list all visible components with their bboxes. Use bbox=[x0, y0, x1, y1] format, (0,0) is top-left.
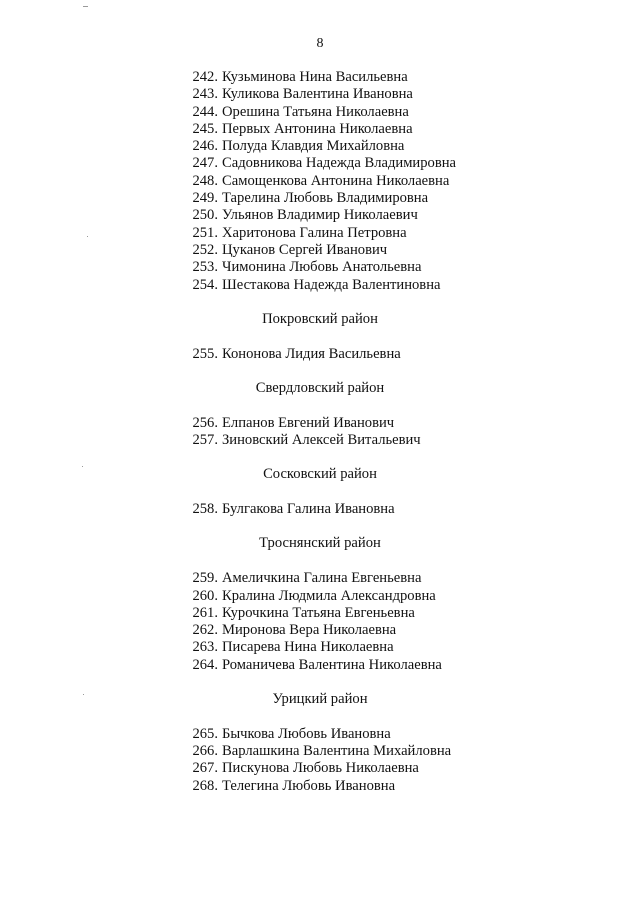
person-name: Цуканов Сергей Иванович bbox=[222, 241, 388, 258]
person-name: Кузьминова Нина Васильевна bbox=[222, 69, 408, 85]
page-number: 8 bbox=[316, 36, 324, 51]
item-number: 265. bbox=[192, 725, 218, 742]
list-item bbox=[0, 588, 640, 605]
list-item bbox=[0, 259, 640, 276]
person-name: Садовникова Надежда Владимировна bbox=[222, 155, 457, 172]
item-number: 244. bbox=[192, 103, 218, 120]
list-item bbox=[0, 155, 640, 172]
item-number: 258. bbox=[192, 501, 218, 518]
list-item bbox=[0, 69, 640, 86]
person-name: Булгакова Галина Ивановна bbox=[222, 501, 395, 518]
list-item bbox=[0, 501, 640, 518]
list-item bbox=[0, 207, 640, 224]
item-number: 264. bbox=[192, 656, 218, 673]
person-name: Куликова Валентина Ивановна bbox=[222, 86, 413, 103]
person-name: Кралина Людмила Александровна bbox=[222, 587, 436, 604]
item-number: 262. bbox=[192, 622, 218, 639]
list-item bbox=[0, 277, 640, 294]
list-item bbox=[0, 138, 640, 155]
person-name: Тарелина Любовь Владимировна bbox=[222, 190, 429, 207]
person-name: Первых Антонина Николаевна bbox=[222, 120, 413, 137]
list-item bbox=[0, 242, 640, 259]
list-item bbox=[0, 657, 640, 674]
item-number: 266. bbox=[192, 743, 218, 760]
person-name: Зиновский Алексей Витальевич bbox=[222, 432, 421, 449]
person-name: Орешина Татьяна Николаевна bbox=[222, 103, 409, 120]
item-number: 261. bbox=[192, 604, 218, 621]
item-number: 248. bbox=[192, 172, 218, 189]
person-name: Пискунова Любовь Николаевна bbox=[222, 760, 419, 777]
item-number: 246. bbox=[192, 138, 218, 155]
item-number: 268. bbox=[192, 777, 218, 794]
list-item bbox=[0, 104, 640, 121]
list-item bbox=[0, 121, 640, 138]
person-name: Варлашкина Валентина Михайловна bbox=[222, 743, 452, 760]
list-item bbox=[0, 622, 640, 639]
district-heading: Покровский район bbox=[262, 310, 378, 327]
person-name: Писарева Нина Николаевна bbox=[222, 639, 394, 656]
person-name: Полуда Клавдия Михайловна bbox=[222, 138, 405, 155]
item-number: 250. bbox=[192, 207, 218, 224]
person-name: Елпанов Евгений Иванович bbox=[222, 414, 395, 431]
list-item bbox=[0, 570, 640, 587]
item-number: 267. bbox=[192, 760, 218, 777]
item-number: 252. bbox=[192, 241, 218, 258]
item-number: 263. bbox=[192, 639, 218, 656]
scan-mark bbox=[83, 6, 88, 7]
district-heading: Свердловский район bbox=[255, 379, 385, 396]
list-item bbox=[0, 346, 640, 363]
item-number: 249. bbox=[192, 190, 218, 207]
list-item bbox=[0, 726, 640, 743]
item-number: 257. bbox=[192, 432, 218, 449]
list-item bbox=[0, 639, 640, 656]
person-name: Амеличкина Галина Евгеньевна bbox=[222, 570, 422, 587]
list-item bbox=[0, 190, 640, 207]
item-number: 259. bbox=[192, 570, 218, 587]
list-item bbox=[0, 760, 640, 777]
item-number: 245. bbox=[192, 120, 218, 137]
person-name: Бычкова Любовь Ивановна bbox=[222, 725, 391, 742]
person-name: Телегина Любовь Ивановна bbox=[222, 777, 396, 794]
list-item bbox=[0, 86, 640, 103]
person-name: Кононова Лидия Васильевна bbox=[222, 345, 401, 362]
list-item bbox=[0, 743, 640, 760]
list-item bbox=[0, 173, 640, 190]
list-item bbox=[0, 432, 640, 449]
item-number: 260. bbox=[192, 587, 218, 604]
district-heading: Урицкий район bbox=[272, 691, 368, 708]
list-item bbox=[0, 778, 640, 795]
list-item bbox=[0, 415, 640, 432]
person-name: Харитонова Галина Петровна bbox=[222, 224, 407, 241]
item-number: 255. bbox=[192, 345, 218, 362]
person-name: Миронова Вера Николаевна bbox=[222, 622, 397, 639]
item-number: 247. bbox=[192, 155, 218, 172]
person-name: Ульянов Владимир Николаевич bbox=[222, 207, 418, 224]
item-number: 251. bbox=[192, 224, 218, 241]
list-item bbox=[0, 605, 640, 622]
item-number: 243. bbox=[192, 86, 218, 103]
district-heading: Троснянский район bbox=[259, 535, 381, 552]
name-list bbox=[0, 69, 640, 795]
item-number: 256. bbox=[192, 414, 218, 431]
person-name: Шестакова Надежда Валентиновна bbox=[222, 276, 441, 293]
person-name: Самощенкова Антонина Николаевна bbox=[222, 172, 450, 189]
person-name: Чимонина Любовь Анатольевна bbox=[222, 259, 422, 276]
item-number: 242. bbox=[192, 69, 218, 85]
list-item bbox=[0, 225, 640, 242]
district-heading: Сосковский район bbox=[263, 466, 377, 483]
person-name: Романичева Валентина Николаевна bbox=[222, 656, 442, 673]
item-number: 254. bbox=[192, 276, 218, 293]
person-name: Курочкина Татьяна Евгеньевна bbox=[222, 604, 415, 621]
item-number: 253. bbox=[192, 259, 218, 276]
